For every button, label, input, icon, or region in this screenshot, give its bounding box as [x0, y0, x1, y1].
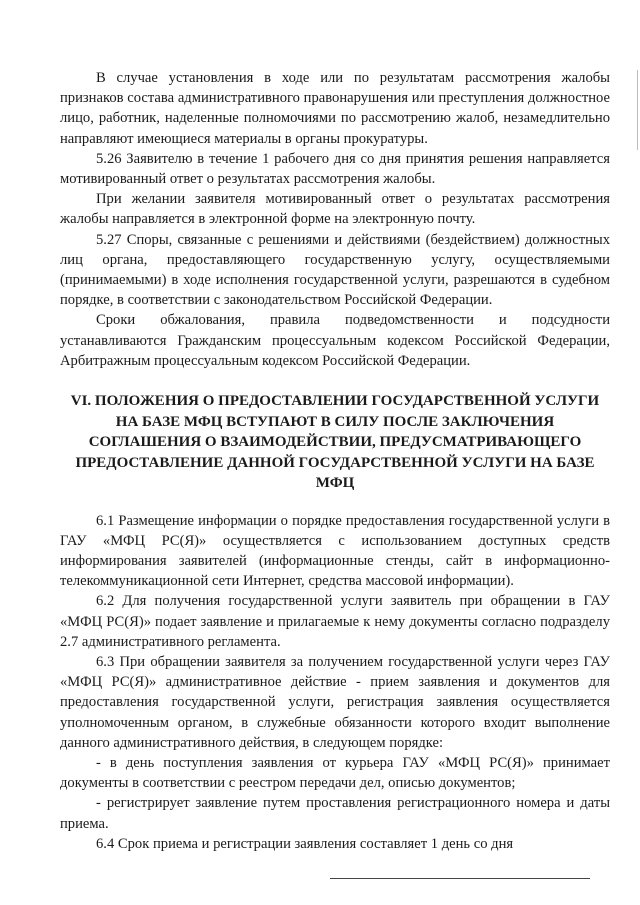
list-item-register-application: - регистрирует заявление путем проставления регистрационного номера и даты приема. — [60, 795, 610, 832]
paragraph-6-2: 6.2 Для получения государственной услуги заявитель при обращении в ГАУ «МФЦ РС(Я)» подает заявление и прилагаемые к нему документы согласно подразделу 2.7 административного регламента. — [60, 593, 610, 650]
paragraph-electronic-reply: При желании заявителя мотивированный ответ о результатах рассмотрения жалобы направляется в электронной форме на электронную почту. — [60, 191, 610, 228]
document-page — [60, 68, 610, 854]
section-heading-vi: VI. ПОЛОЖЕНИЯ О ПРЕДОСТАВЛЕНИИ ГОСУДАРСТВЕННОЙ УСЛУГИ НА БАЗЕ МФЦ ВСТУПАЮТ В СИЛУ ПОСЛЕ ЗАКЛЮЧЕНИЯ СОГЛАШЕНИЯ О ВЗАИМОДЕЙСТВИИ, ПРЕДУСМАТРИВАЮЩЕГО ПРЕДОСТАВЛЕНИЕ ДАННОЙ ГОСУДАРСТВЕННОЙ УСЛУГИ НА БАЗЕ МФЦ — [70, 393, 600, 492]
scan-edge-mark — [637, 70, 638, 150]
list-item-accept-documents: - в день поступления заявления от курьера ГАУ «МФЦ РС(Я)» принимает документы в соответствии с реестром передачи дел, описью документов; — [60, 754, 610, 792]
paragraph-prosecutor-referral: В случае установления в ходе или по результатам рассмотрения жалобы признаков состава административного правонарушения или преступления должностное лицо, работник, наделенные полномочиями по рассмотрению жалоб, незамедлительно направляют имеющиеся материалы в органы прокуратуры. — [60, 70, 610, 147]
paragraph-6-1: 6.1 Размещение информации о порядке предоставления государственной услуги в ГАУ «МФЦ РС(Я)» осуществляется с использованием доступных средств информирования заявителей (информационные стенды, сайт в информационно-телекоммуникационной сети Интернет, средства массовой информации). — [60, 512, 610, 590]
paragraph-5-27: 5.27 Споры, связанные с решениями и действиями (бездействием) должностных лиц органа, предоставляющего государственную услугу, осуществляемыми (принимаемыми) в ходе исполнения государственной услуги, разрешаются в судебном порядке, в соответствии с законодательством Российской Федерации. — [60, 231, 610, 309]
paragraph-appeal-terms: Сроки обжалования, правила подведомственности и подсудности устанавливаются Гражданским процессуальным кодексом Российской Федерации, Арбитражным процессуальным кодексом Российской Федерации. — [60, 312, 610, 369]
paragraph-6-3: 6.3 При обращении заявителя за получением государственной услуги через ГАУ «МФЦ РС(Я)» административное действие - прием заявления и документов для предоставления государственной услуги, регистрация заявления осуществляется уполномоченным органом, в служебные обязанности которого входит выполнение данного административного действия, в следующем порядке: — [60, 653, 610, 751]
paragraph-6-4: 6.4 Срок приема и регистрации заявления составляет 1 день со дня — [96, 835, 514, 852]
footer-rule — [330, 878, 590, 879]
paragraph-5-26: 5.26 Заявителю в течение 1 рабочего дня со дня принятия решения направляется мотивированный ответ о результатах рассмотрения жалобы. — [60, 150, 610, 188]
